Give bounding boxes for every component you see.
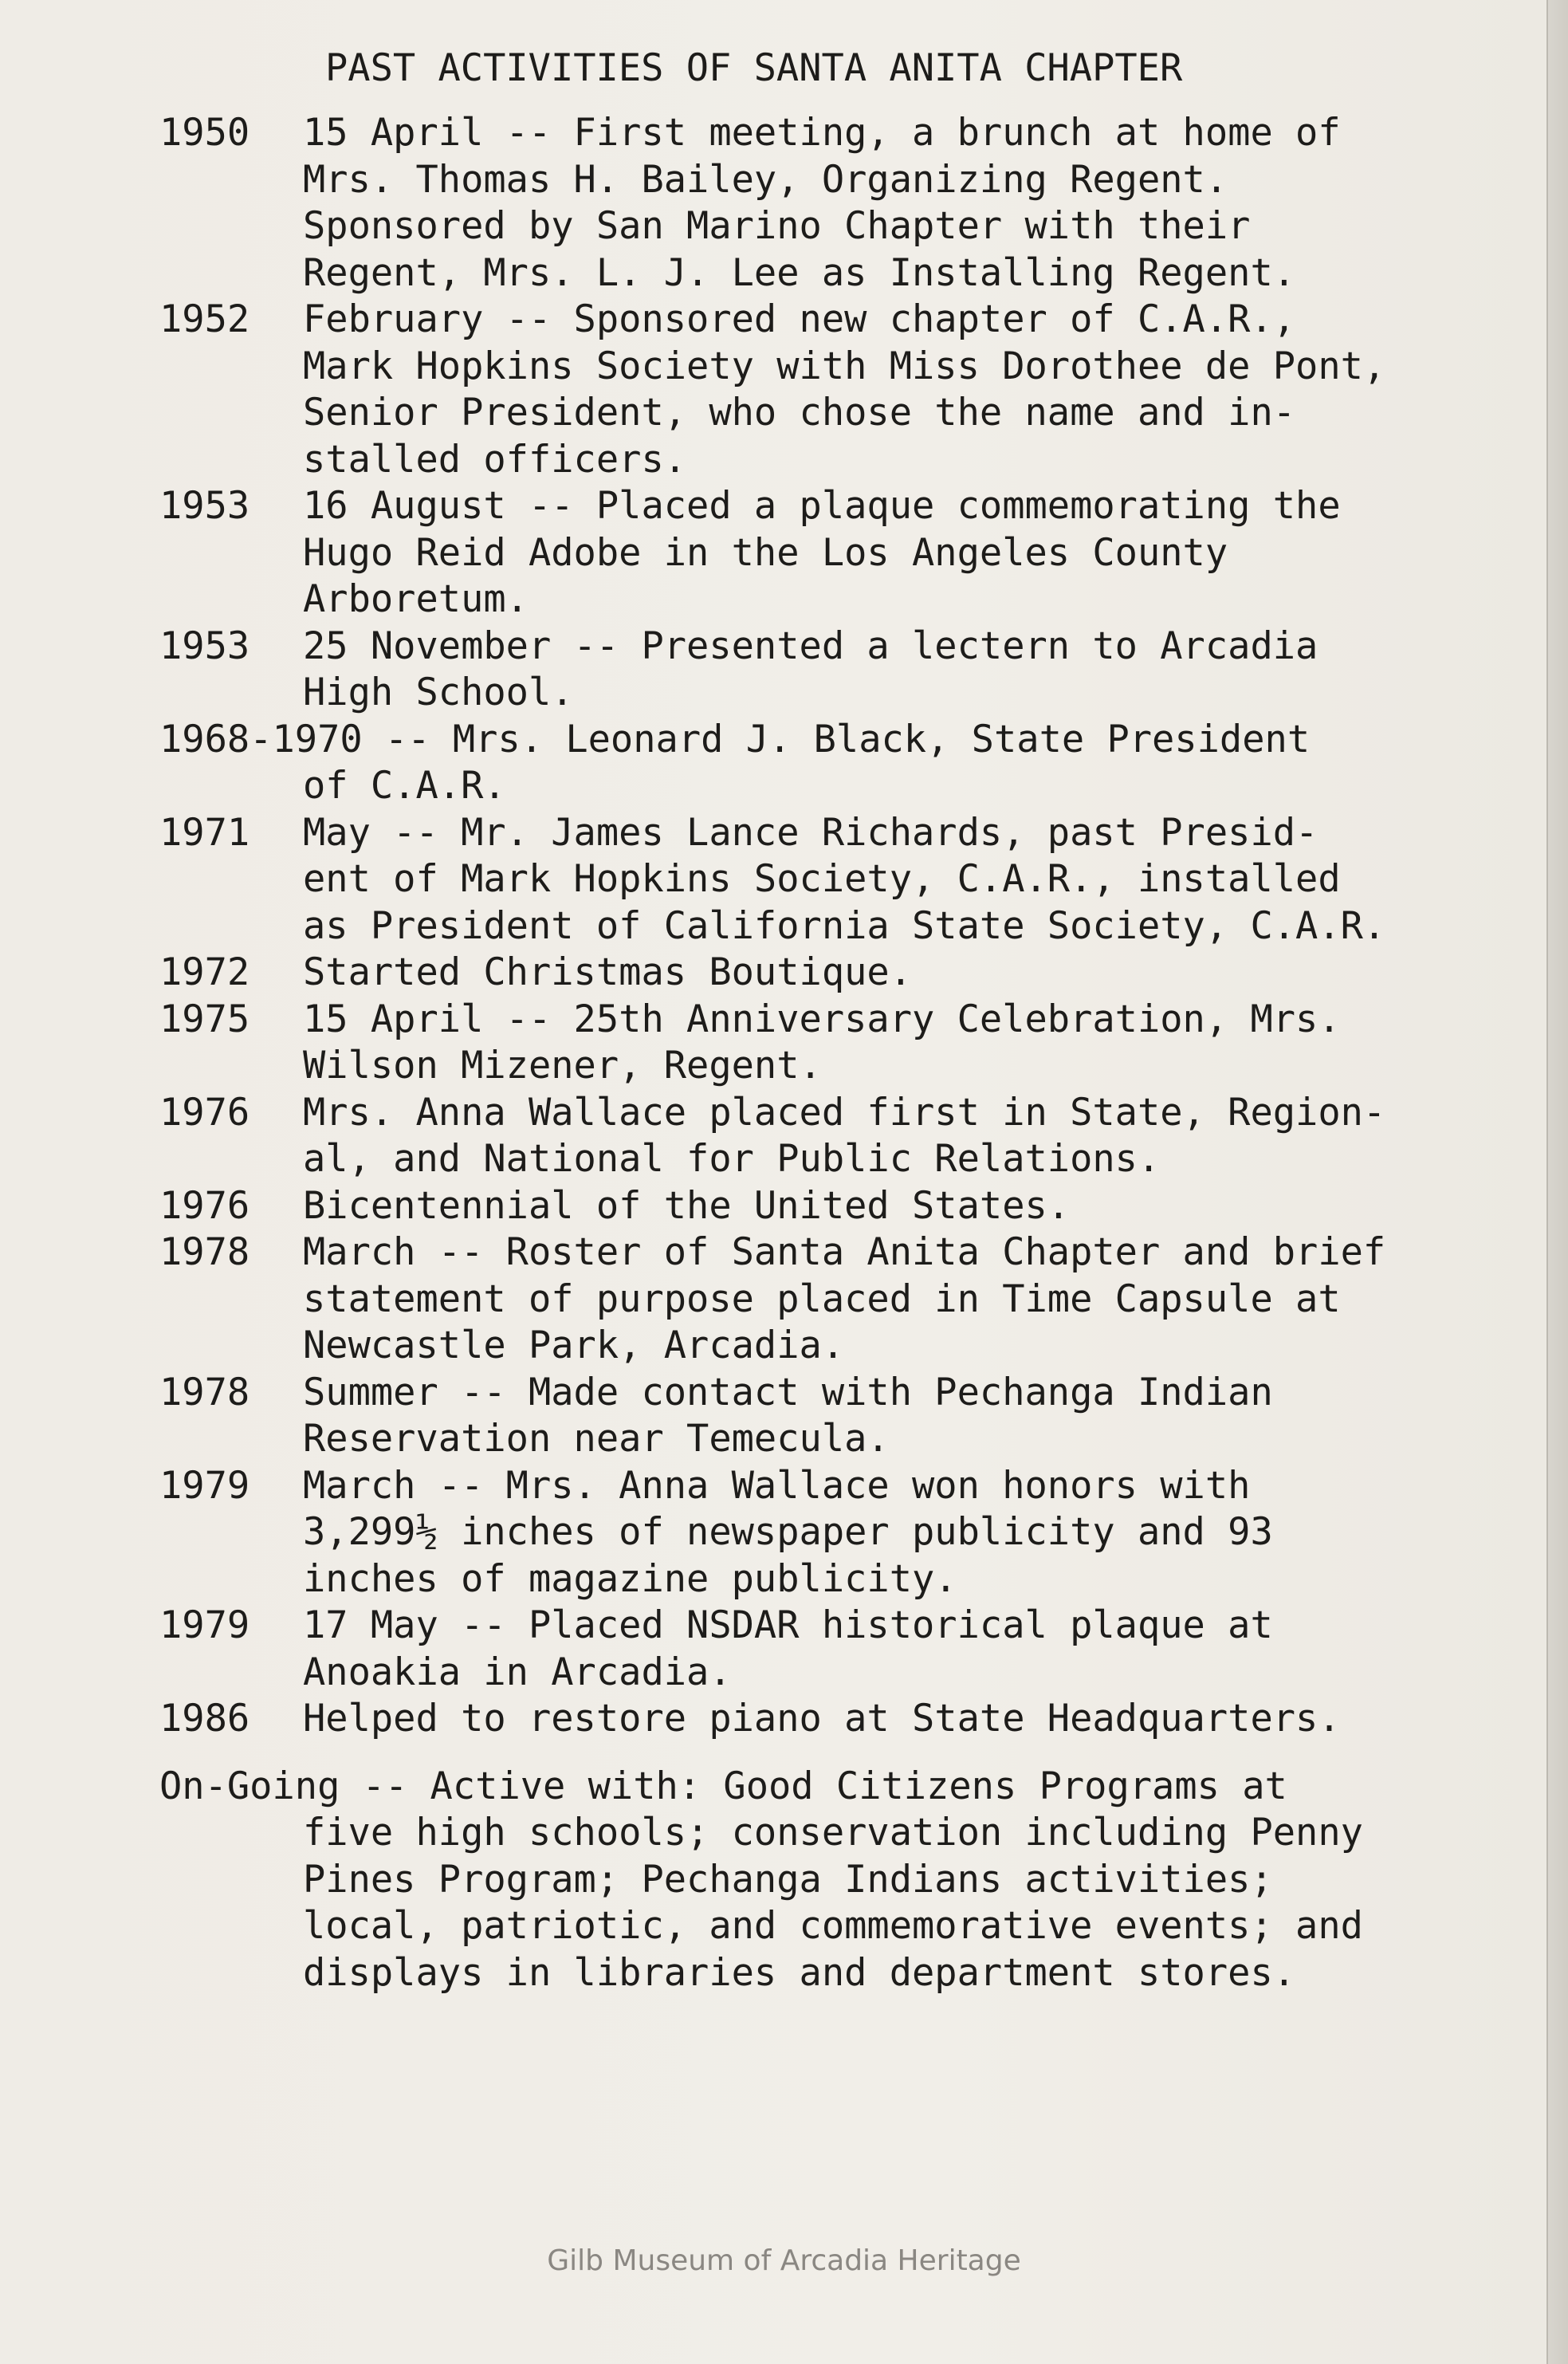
activity-entry [159,1370,1546,1463]
entry-text: Started Christmas Boutique. [303,950,913,994]
entry-text: February -- Sponsored new chapter of C.A.R., Mark Hopkins Society with Miss Dorothee de Pont, Senior President, who chose the name and in- stalled officers. [303,297,1386,482]
activity-entry [159,1183,1546,1230]
entry-year: 1972 [159,950,250,994]
entry-year: 1953 [159,623,250,668]
entry-year: 1950 [159,111,250,155]
activity-entry [159,1090,1546,1183]
entry-text: 25 November -- Presented a lectern to Arcadia High School. [303,623,1318,714]
entry-text: March -- Mrs. Anna Wallace won honors with 3,299½ inches of newspaper publicity and 93 inches of magazine publicity. [303,1463,1273,1601]
entry-year: 1971 [159,810,250,855]
entry-text: March -- Roster of Santa Anita Chapter and brief statement of purpose placed in Time Capsule at Newcastle Park, Arcadia. [303,1230,1386,1367]
activity-entry [159,483,1546,623]
entry-text: Helped to restore piano at State Headquarters. [303,1697,1341,1741]
entry-year: 1976 [159,1090,250,1135]
activity-entry [159,950,1546,997]
activity-entry [159,1603,1546,1696]
entry-text: 15 April -- First meeting, a brunch at home of Mrs. Thomas H. Bailey, Organizing Regent. Sponsored by San Marino Chapter with their Regent, Mrs. L. J. Lee as Installing Regent. [303,111,1341,295]
ongoing-entry [159,1764,1546,1997]
activity-entry-wide [159,717,1546,810]
activity-entry [159,1696,1546,1743]
entry-year: 1978 [159,1370,250,1414]
entry-text: 15 April -- 25th Anniversary Celebration, Mrs. Wilson Mizener, Regent. [303,997,1341,1088]
entry-text: -- Mrs. Leonard J. Black, State President of C.A.R. [303,717,1311,808]
entry-text: Summer -- Made contact with Pechanga Indian Reservation near Temecula. [303,1370,1273,1461]
entry-year: 1975 [159,997,250,1041]
entry-text: May -- Mr. James Lance Richards, past Presid- ent of Mark Hopkins Society, C.A.R., installed as President of California State Society, C.A.R. [303,810,1386,948]
entry-text: Bicentennial of the United States. [303,1183,1071,1228]
activity-entry [159,810,1546,950]
entry-line [159,717,1546,810]
entry-year: 1986 [159,1697,250,1741]
watermark-footer: Gilb Museum of Arcadia Heritage [547,2244,1021,2277]
activity-list [159,110,1546,1996]
ongoing-label: On-Going [159,1764,340,1808]
activity-entry [159,623,1546,717]
entry-year: 1978 [159,1230,250,1274]
entry-year: 1979 [159,1603,250,1647]
entry-year: 1968-1970 [159,717,363,761]
ongoing-text: -- Active with: Good Citizens Programs at five high schools; conservation including Penny Pines Program; Pechanga Indians activities; local, patriotic, and commemorative events; and displays in libraries and department stores. [303,1764,1363,1995]
activity-entry [159,297,1546,483]
page-edge [1546,0,1568,2364]
activity-entry [159,1463,1546,1603]
entry-text: Mrs. Anna Wallace placed first in State, Region- al, and National for Public Relations. [303,1090,1386,1181]
entry-year: 1979 [159,1463,250,1508]
entry-line [159,1764,1546,1997]
entry-text: 16 August -- Placed a plaque commemorating the Hugo Reid Adobe in the Los Angeles County Arboretum. [303,484,1341,621]
entry-year: 1976 [159,1183,250,1228]
entry-text: 17 May -- Placed NSDAR historical plaque at Anoakia in Arcadia. [303,1603,1273,1694]
entry-year: 1952 [159,297,250,341]
activity-entry [159,110,1546,297]
entry-year: 1953 [159,484,250,528]
activity-entry [159,997,1546,1090]
document-title: PAST ACTIVITIES OF SANTA ANITA CHAPTER [325,46,1183,90]
activity-entry [159,1229,1546,1370]
